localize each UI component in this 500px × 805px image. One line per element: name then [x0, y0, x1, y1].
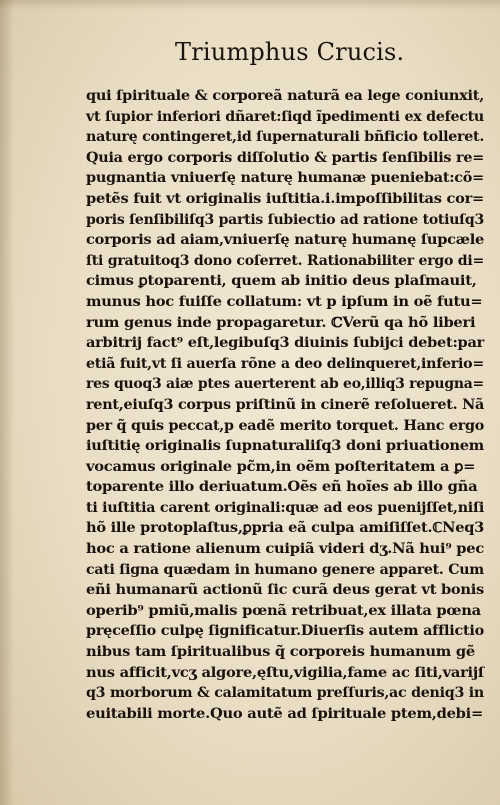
text-line: qui ſpirituale & corporeã naturã ea lege coniunxit,: [86, 88, 484, 104]
text-line: eñi humanarũ actionũ ſic curã deus gerat vt bonis: [86, 582, 484, 599]
text-line: pugnantia vniuerſę naturę humanæ pueniebat:cõ=: [86, 170, 484, 187]
text-line: nibus tam ſpiritualibus q̃ corporeis humanum gẽ: [86, 644, 475, 661]
text-line: per q̃ quis peccat,p eadẽ merito torquet. Hanc ergo: [86, 417, 484, 434]
text-line: nus afficit,vcʒ algore,ęſtu,vigilia,fame ac ſiti,varijſ: [86, 664, 484, 681]
text-line: ti iuſtitia carent originali:quæ ad eos puenijſſet,niſi: [86, 499, 484, 516]
text-line: vocamus originale pc̃m,in oẽm poſteritatem a ꝑ=: [86, 458, 476, 475]
text-line: naturę contingeret,id ſupernaturali bñficio tolleret.: [86, 129, 484, 146]
text-line: vt ſupior inferiori dñaret:ſiqd ĩpedimenti ex defectu: [86, 108, 484, 125]
text-line: hõ ille protoplaſtus,ꝑpria eã culpa amiſiſſet.ℂNeq3: [86, 520, 484, 537]
text-line: arbitrij fact⁹ eſt,legibuſq3 diuinis ſubijci debet:par: [86, 335, 484, 352]
page-top-shadow: [0, 0, 500, 10]
text-line: etiã fuit,vt ſi auerſa rõne a deo delinqueret,inferio=: [86, 355, 484, 372]
page-edge-shadow: [0, 0, 14, 805]
body-text: [86, 86, 486, 724]
text-line: operib⁹ pmiũ,malis pœnã retribuat,ex illata pœna: [86, 602, 481, 619]
text-line: hoc a ratione alienum cuipiã videri dʒ.Nã hui⁹ pec: [86, 541, 484, 558]
text-line: rum genus inde propagaretur. ℂVerũ qa hõ liberi: [86, 314, 476, 331]
text-line: q3 morborum & calamitatum preſſuris,ac deniq3 in: [86, 685, 484, 702]
text-line: cati ſigna quædam in humano genere apparet. Cum: [86, 561, 484, 578]
text-line: cimus ꝑtoparenti, quem ab initio deus plaſmauit,: [86, 273, 477, 290]
text-line: petẽs fuit vt originalis iuſtitia.i.impoſſibilitas cor=: [86, 190, 484, 207]
text-line: res quoq3 aiæ ptes auerterent ab eo,illiq3 repugna=: [86, 376, 484, 393]
text-line: corporis ad aiam,vniuerſę naturę humanę ſupcæle: [86, 232, 484, 249]
text-line: Quia ergo corporis diſſolutio & partis ſenſibilis re=: [86, 149, 484, 166]
text-line: poris ſenſibiliſq3 partis ſubiectio ad ratione totiuſq3: [86, 211, 484, 228]
text-line: rent,eiuſq3 corpus priſtinũ in cinerẽ reſolueret. Nã: [86, 396, 484, 413]
running-head: Triumphus Crucis.: [175, 38, 405, 66]
text-line: iuſtitię originalis ſupnaturaliſq3 doni priuationem: [86, 438, 484, 455]
text-line: munus hoc fuiſſe collatum: vt p ipſum in oẽ futu=: [86, 293, 483, 310]
text-line: euitabili morte.Quo autẽ ad ſpirituale ptem,debi=: [86, 705, 484, 722]
text-line: toparente illo deriuatum.Oẽs eñ hoĩes ab illo gña: [86, 479, 478, 496]
text-line: ſti gratuitoq3 dono coſerret. Rationabiliter ergo di=: [86, 252, 484, 269]
text-line: pręceſſio culpę ſignificatur.Diuerſis autem afflictio: [86, 623, 484, 640]
